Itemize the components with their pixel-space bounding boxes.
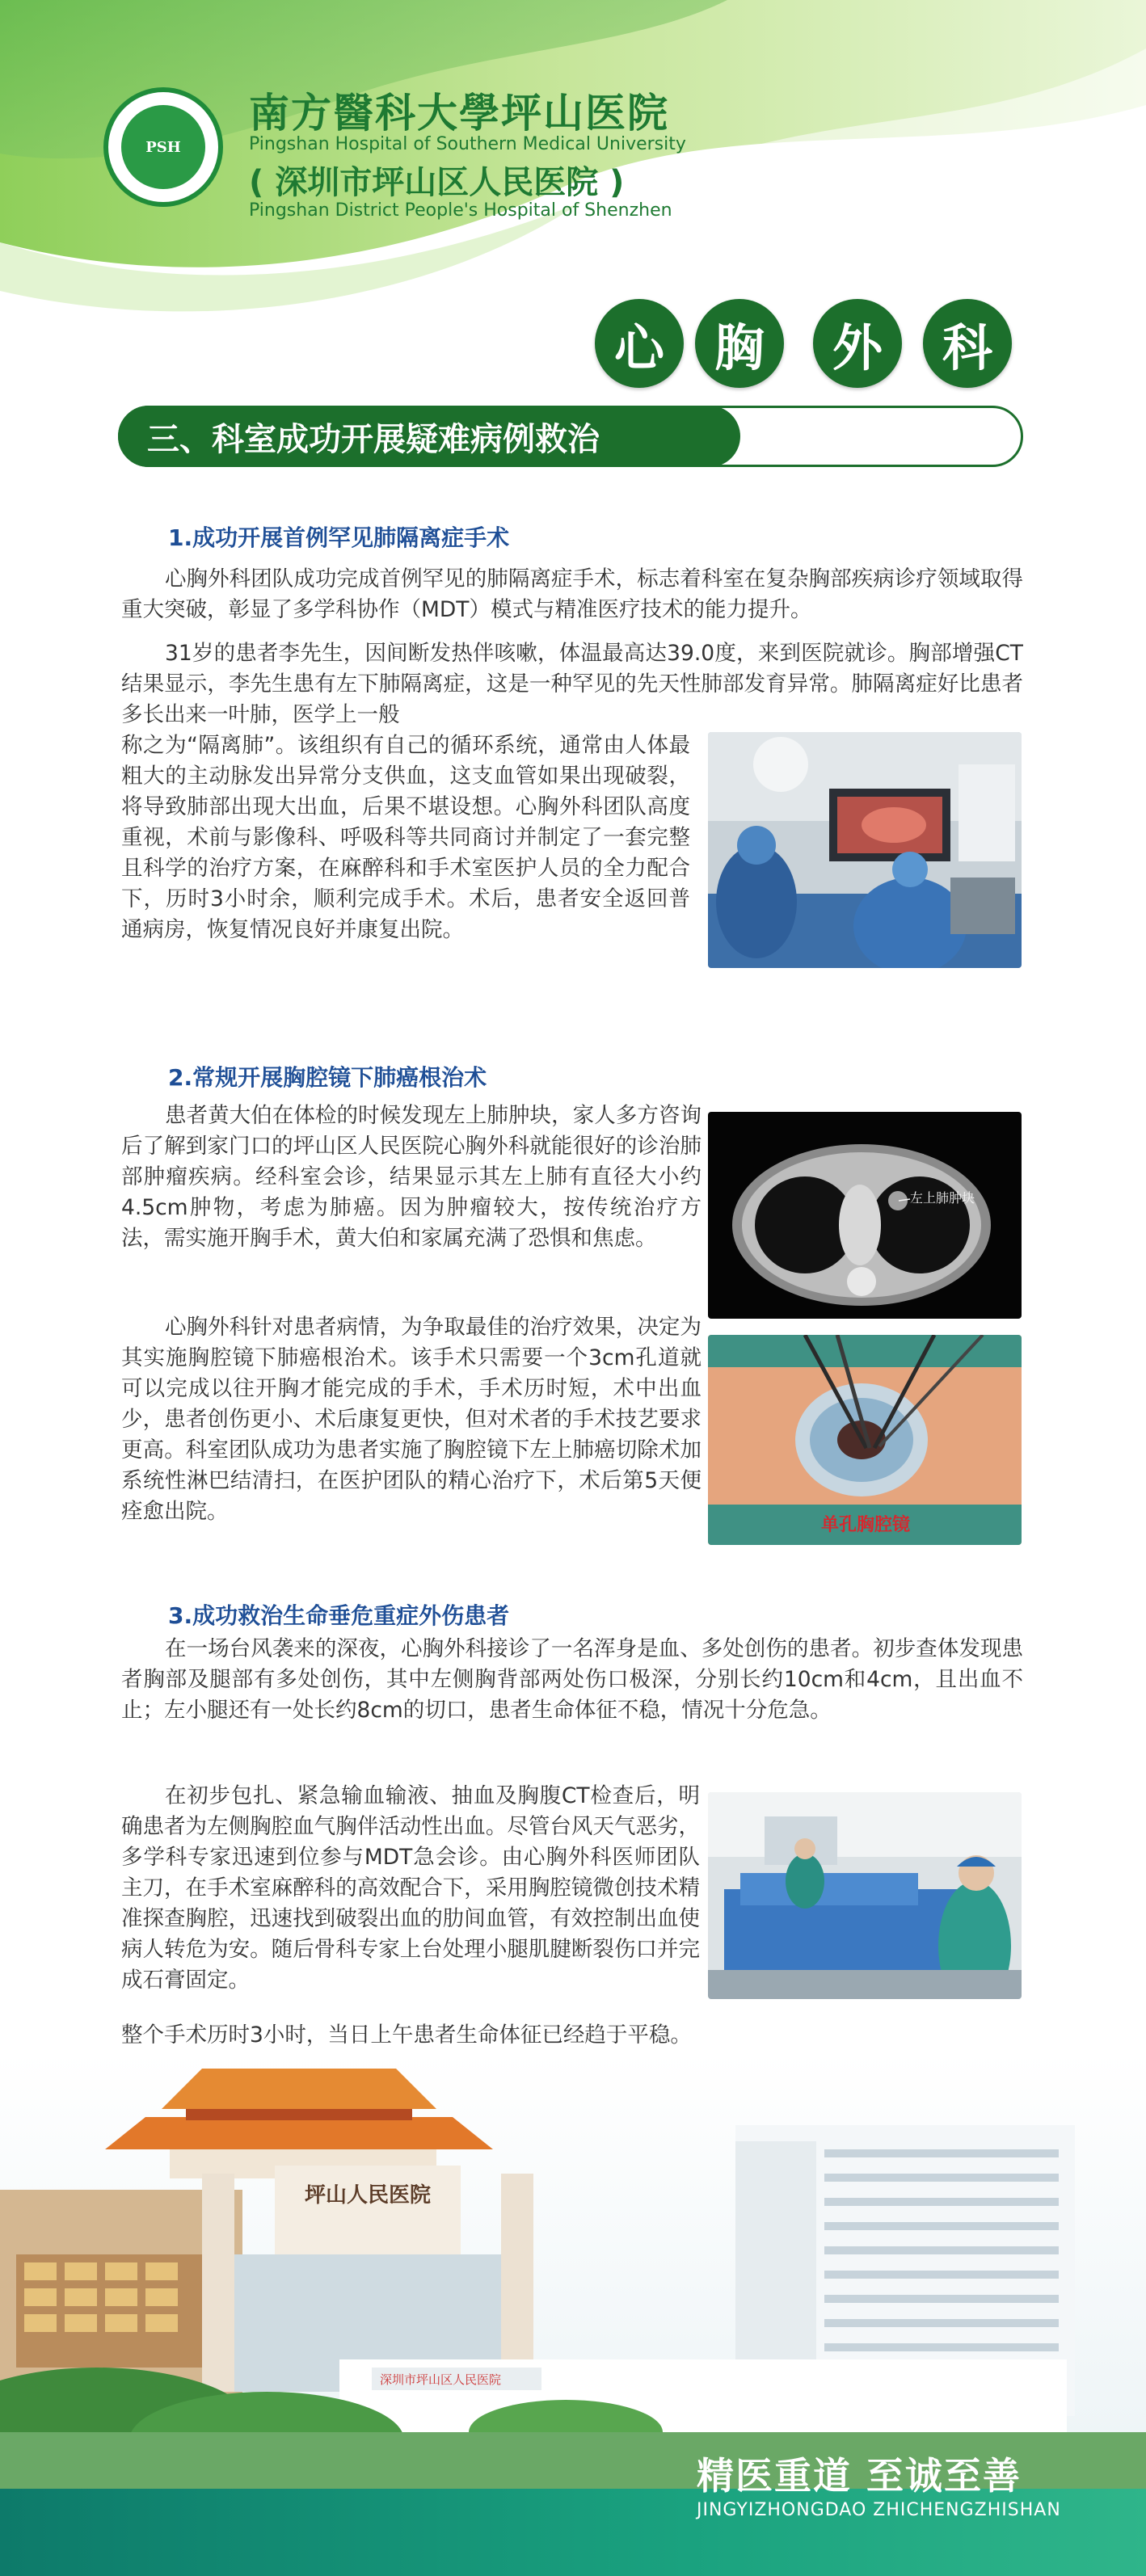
building-sign: 深圳市坪山区人民医院 xyxy=(380,2372,502,2387)
case-1-paragraph-2b: 称之为“隔离肺”。该组织有自己的循环系统，通常由人体最粗大的主动脉发出异常分支供血，这支血管如果出现破裂，将导致肺部出现大出血，后果不堪设想。心胸外科团队高度重视，术前与影像科、呼吸科等共同商讨并制定了一套完整且科学的治疗方案，在麻醉科和手术室医护人员的全力配合下，历时3小时余，顺利完成手术。术后，患者安全返回普通病房，恢复情况良好并康复出院。 xyxy=(121,733,690,942)
operating-room-photo-2 xyxy=(708,1792,1022,1999)
ct-scan-label: 左上肺肿块 xyxy=(910,1190,975,1206)
department-char: 外 xyxy=(813,299,902,388)
case-2-title: 2.常规开展胸腔镜下肺癌根治术 xyxy=(168,1064,487,1091)
thoracoscope-caption: 单孔胸腔镜 xyxy=(821,1515,911,1535)
case-2-paragraph-1: 患者黄大伯在体检的时候发现左上肺肿块，家人多方咨询后了解到家门口的坪山区人民医院心胸外科就能很好的诊治肺部肿瘤疾病。经科室会诊，结果显示其左上肺有直径大小约4.5cm肿物，考虑为肺癌。因为肿瘤较大，按传统治疗方法，需实施开胸手术，黄大伯和家属充满了恐惧和焦虑。 xyxy=(121,1103,702,1251)
case-1-paragraph-1: 心胸外科团队成功完成首例罕见的肺隔离症手术，标志着科室在复杂胸部疾病诊疗领域取得重大突破，彰显了多学科协作（MDT）模式与精准医疗技术的能力提升。 xyxy=(121,566,1023,622)
gate-inscription: 坪山人民医院 xyxy=(304,2183,432,2208)
case-1-paragraph-2a: 31岁的患者李先生，因间断发热伴咳嗽，体温最高达39.0度，来到医院就诊。胸部增强CT结果显示，李先生患有左下肺隔离症，这是一种罕见的先天性肺部发育异常。肺隔离症好比患者多长出来一叶肺，医学上一般 xyxy=(121,641,1023,727)
section-title: 三、科室成功开展疑难病例救治 xyxy=(118,406,740,467)
operating-room-photo-1 xyxy=(708,732,1022,968)
case-3-paragraph-2b: 整个手术历时3小时，当日上午患者生命体征已经趋于平稳。 xyxy=(121,2022,692,2048)
hospital-alt-name-en: Pingshan District People's Hospital of Shenzhen xyxy=(249,200,672,221)
hospital-alt-name-cn: ( 深圳市坪山区人民医院 ) xyxy=(249,164,625,201)
department-char: 心 xyxy=(595,299,684,388)
logo-emblem: PSH xyxy=(121,105,205,189)
hospital-name-cn: 南方醫科大學坪山医院 xyxy=(249,89,669,137)
department-char: 科 xyxy=(923,299,1012,388)
case-3-title: 3.成功救治生命垂危重症外伤患者 xyxy=(168,1602,510,1629)
department-char: 胸 xyxy=(695,299,784,388)
hospital-name-en: Pingshan Hospital of Southern Medical University xyxy=(249,134,686,154)
case-3-paragraph-1: 在一场台风袭来的深夜，心胸外科接诊了一名浑身是血、多处创伤的患者。初步查体发现患者胸部及腿部有多处创伤，其中左侧胸背部两处伤口极深，分别长约10cm和4cm，且出血不止；左小腿还有一处长约8cm的切口，患者生命体征不稳，情况十分危急。 xyxy=(121,1636,1023,1723)
case-3-paragraph-2a: 在初步包扎、紧急输血输液、抽血及胸腹CT检查后，明确患者为左侧胸腔血气胸伴活动性出血。尽管台风天气恶劣，多学科专家迅速到位参与MDT急会诊。由心胸外科医师团队主刀，在手术室麻醉科的高效配合下，采用胸腔镜微创技术精准探查胸腔，迅速找到破裂出血的肋间血管，有效控制出血使病人转危为安。随后骨科专家上台处理小腿肌腱断裂伤口并完成石膏固定。 xyxy=(121,1783,700,1993)
case-1-title: 1.成功开展首例罕见肺隔离症手术 xyxy=(168,524,510,551)
slogan-cn: 精医重道 至诚至善 xyxy=(697,2454,1022,2498)
slogan-en: JINGYIZHONGDAO ZHICHENGZHISHAN xyxy=(697,2500,1061,2520)
hospital-logo xyxy=(103,87,223,207)
ct-scan-image xyxy=(708,1112,1022,1319)
case-2-paragraph-2: 心胸外科针对患者病情，为争取最佳的治疗效果，决定为其实施胸腔镜下肺癌根治术。该手术只需要一个3cm孔道就可以完成以往开胸才能完成的手术，手术历时短，术中出血少，患者创伤更小、术后康复更快，但对术者的手术技艺要求更高。科室团队成功为患者实施了胸腔镜下左上肺癌切除术加系统性淋巴结清扫，在医护团队的精心治疗下，术后第5天便痊愈出院。 xyxy=(121,1315,702,1524)
